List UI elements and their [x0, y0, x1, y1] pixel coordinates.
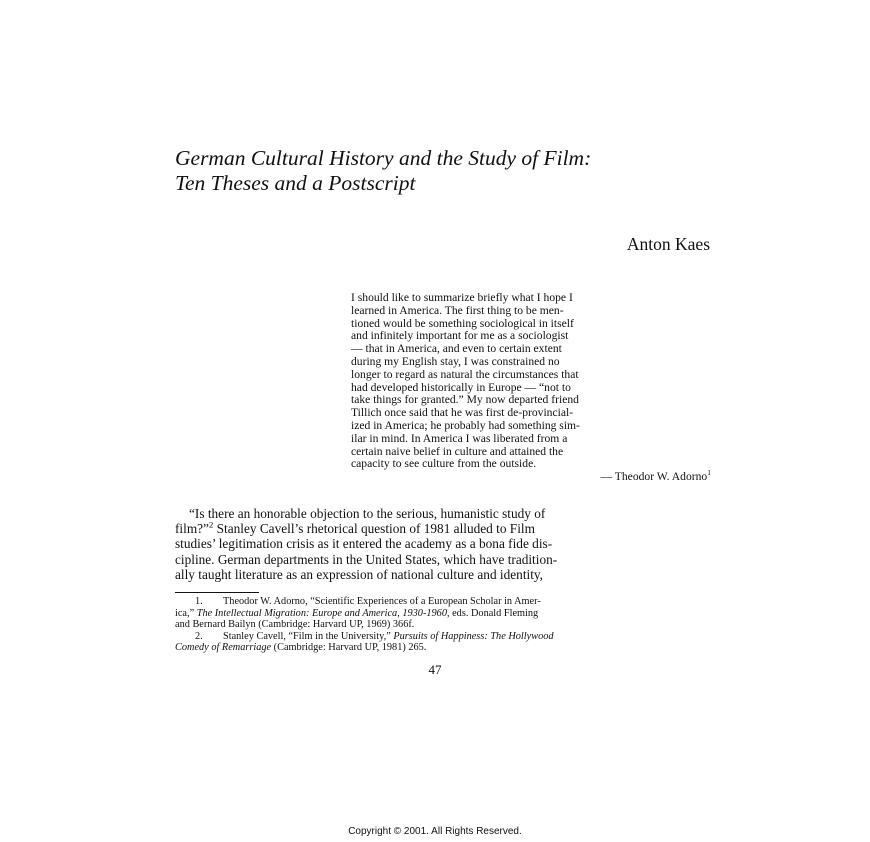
footnote-1-line [175, 608, 715, 620]
copyright-notice: Copyright © 2001. All Rights Reserved. [348, 826, 522, 837]
body-line: studies’ legitimation crisis as it entered the academy as a bona fide dis- [175, 536, 553, 552]
epigraph-line: I should like to summarize briefly what I hope I [351, 291, 573, 304]
author-name: Anton Kaes [626, 234, 710, 254]
epigraph-line: longer to regard as natural the circumstances that [351, 367, 579, 381]
footnote-divider [175, 592, 259, 593]
footnote-number: 2. [195, 630, 203, 642]
footnote-italic: Comedy of Remarriage [175, 642, 272, 654]
epigraph-line: during my English stay, I was constrained no [351, 354, 560, 368]
body-line: “Is there an honorable objection to the serious, humanistic study of [189, 506, 546, 521]
epigraph-line: certain naive belief in culture and attained the [351, 444, 564, 458]
subtitle-line: Ten Theses and a Postscript [175, 171, 416, 195]
body-paragraph [175, 506, 715, 582]
epigraph-line: learned in America. The first thing to be men- [351, 303, 564, 317]
title-line: German Cultural History and the Study of Film: [175, 146, 592, 170]
page-number: 47 [428, 662, 442, 677]
body-line-part: Stanley Cavell’s rhetorical question of 1981 alluded to Film [213, 521, 535, 537]
footnotes [175, 596, 715, 654]
footnote-ref: 2 [208, 519, 214, 530]
epigraph-line: ized in America; he probably had something sim- [351, 418, 580, 432]
epigraph-line: had developed historically in Europe — “not to [351, 380, 571, 394]
epigraph-line: capacity to see culture from the outside. [351, 457, 537, 471]
footnote-2-line [175, 631, 715, 643]
epigraph-quote [351, 292, 711, 484]
footnote-italic: The Intellectual Migration: Europe and America, 1930-1960 [196, 607, 447, 619]
body-line: ally taught literature as an expression of national culture and identity, [175, 566, 544, 582]
footnote-italic: Pursuits of Happiness: The Hollywood [393, 630, 554, 642]
footnote-ref: 1 [707, 468, 711, 478]
epigraph-line: — that in America, and even to certain extent [351, 342, 562, 356]
footnote-number: 1. [195, 596, 203, 607]
body-line-part: film?” [175, 521, 209, 537]
attribution-text: — Theodor W. Adorno [600, 470, 708, 484]
epigraph-line: Tillich once said that he was first de-provincial- [351, 406, 574, 420]
epigraph-line: take things for granted.” My now departed friend [351, 393, 579, 407]
footnote-text: Stanley Cavell, “Film in the University,” [223, 630, 394, 642]
epigraph-line: tioned would be something sociological in itself [351, 316, 574, 330]
footnote-text: ica,” [175, 607, 197, 619]
epigraph-attribution [351, 468, 711, 484]
footnote-text: Theodor W. Adorno, “Scientific Experiences of a European Scholar in Amer- [223, 596, 541, 607]
footnote-text: (Cambridge: Harvard UP, 1981) 265. [271, 642, 427, 654]
epigraph-line: and infinitely important for me as a sociologist [351, 329, 569, 343]
body-line: cipline. German departments in the United States, which have tradition- [175, 551, 558, 567]
footnote-2-line [175, 642, 715, 654]
footnote-1-line: and Bernard Bailyn (Cambridge: Harvard UP, 1969) 366f. [175, 619, 415, 631]
footnote-text: , eds. Donald Fleming [446, 607, 539, 619]
footnote-1-line [175, 596, 715, 608]
article-title [175, 146, 775, 196]
epigraph-line: ilar in mind. In America I was liberated from a [351, 431, 568, 445]
body-line [175, 521, 715, 536]
